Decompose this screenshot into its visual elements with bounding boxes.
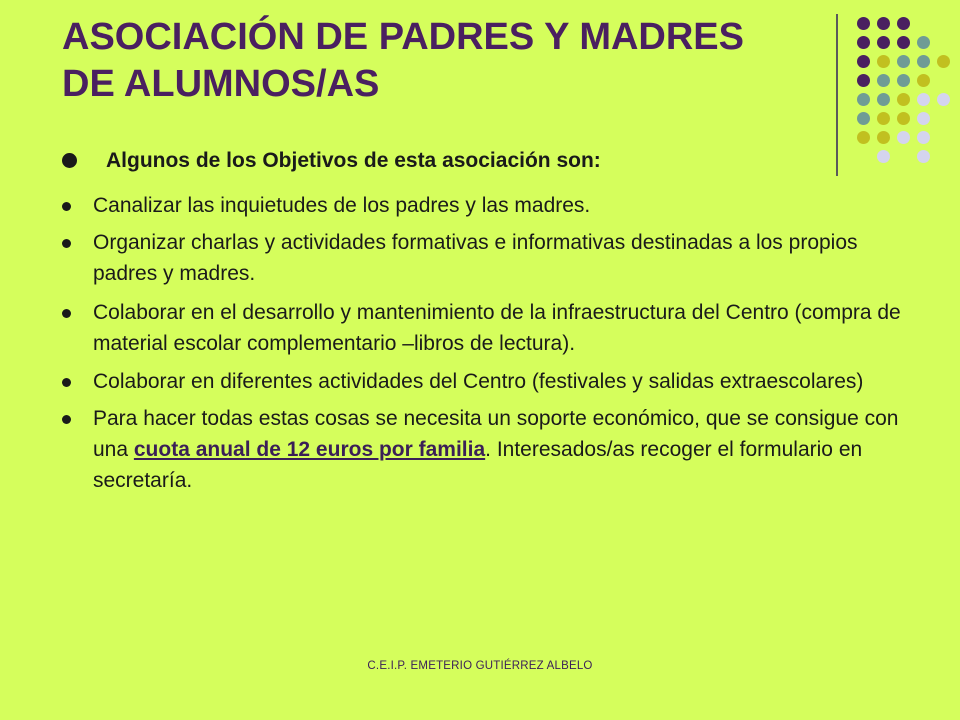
dot-teal [857, 93, 870, 106]
dot-purple [857, 17, 870, 30]
decorative-dot-grid [852, 14, 952, 164]
bullet-dot [62, 415, 71, 424]
dot-olive [877, 131, 890, 144]
list-item [62, 190, 902, 221]
list-item-text-after: . Interesados/as recoger el formulario en secretaría. [93, 438, 863, 492]
subheading-text: Algunos de los Objetivos de esta asociación son: [106, 149, 601, 172]
annual-fee-highlight: cuota anual de 12 euros por familia [133, 438, 486, 461]
dot-olive [937, 55, 950, 68]
title-line-2: DE ALUMNOS/AS [62, 63, 380, 105]
list-item-text: Colaborar en diferentes actividades del Centro (festivales y salidas extraescolares) [93, 370, 864, 393]
bullet-dot [62, 239, 71, 248]
dot-teal [857, 112, 870, 125]
dot-olive [897, 112, 910, 125]
dot-purple [897, 36, 910, 49]
list-item-text: Colaborar en el desarrollo y mantenimiento de la infraestructura del Centro (compra de material escolar complementario –libros de lectura). [93, 301, 901, 355]
vertical-divider [836, 14, 838, 176]
dot-olive [877, 112, 890, 125]
dot-lilac [897, 131, 910, 144]
dot-olive [917, 74, 930, 87]
bullet-dot [62, 202, 71, 211]
dot-purple [877, 17, 890, 30]
dot-lilac [917, 93, 930, 106]
dot-teal [877, 93, 890, 106]
dot-purple [857, 36, 870, 49]
dot-lilac [937, 93, 950, 106]
slide-title [62, 14, 832, 108]
subheading-bullet [62, 153, 77, 168]
dot-purple [857, 74, 870, 87]
dot-olive [857, 131, 870, 144]
list-item [62, 366, 902, 397]
list-item-text: Canalizar las inquietudes de los padres y las madres. [93, 194, 591, 217]
dot-teal [917, 55, 930, 68]
dot-teal [897, 74, 910, 87]
list-item [62, 227, 902, 289]
dot-teal [877, 74, 890, 87]
list-item [62, 297, 902, 359]
bullet-dot [62, 309, 71, 318]
dot-lilac [877, 150, 890, 163]
dot-lilac [917, 131, 930, 144]
dot-purple [857, 55, 870, 68]
footer-school-name: C.E.I.P. EMETERIO GUTIÉRREZ ALBELO [367, 660, 593, 672]
bullet-dot [62, 378, 71, 387]
dot-lilac [917, 112, 930, 125]
dot-teal [917, 36, 930, 49]
dot-lilac [917, 150, 930, 163]
dot-purple [877, 36, 890, 49]
list-item [62, 403, 902, 496]
list-item-text-before: Para hacer todas estas cosas se necesita un soporte económico, que se consigue con una [93, 407, 899, 461]
list-item-text: Organizar charlas y actividades formativas e informativas destinadas a los propios padres y madres. [93, 231, 858, 285]
dot-olive [877, 55, 890, 68]
dot-olive [897, 93, 910, 106]
objectives-list [62, 190, 902, 496]
title-line-1: ASOCIACIÓN DE PADRES Y MADRES [62, 16, 744, 58]
dot-teal [897, 55, 910, 68]
dot-purple [897, 17, 910, 30]
